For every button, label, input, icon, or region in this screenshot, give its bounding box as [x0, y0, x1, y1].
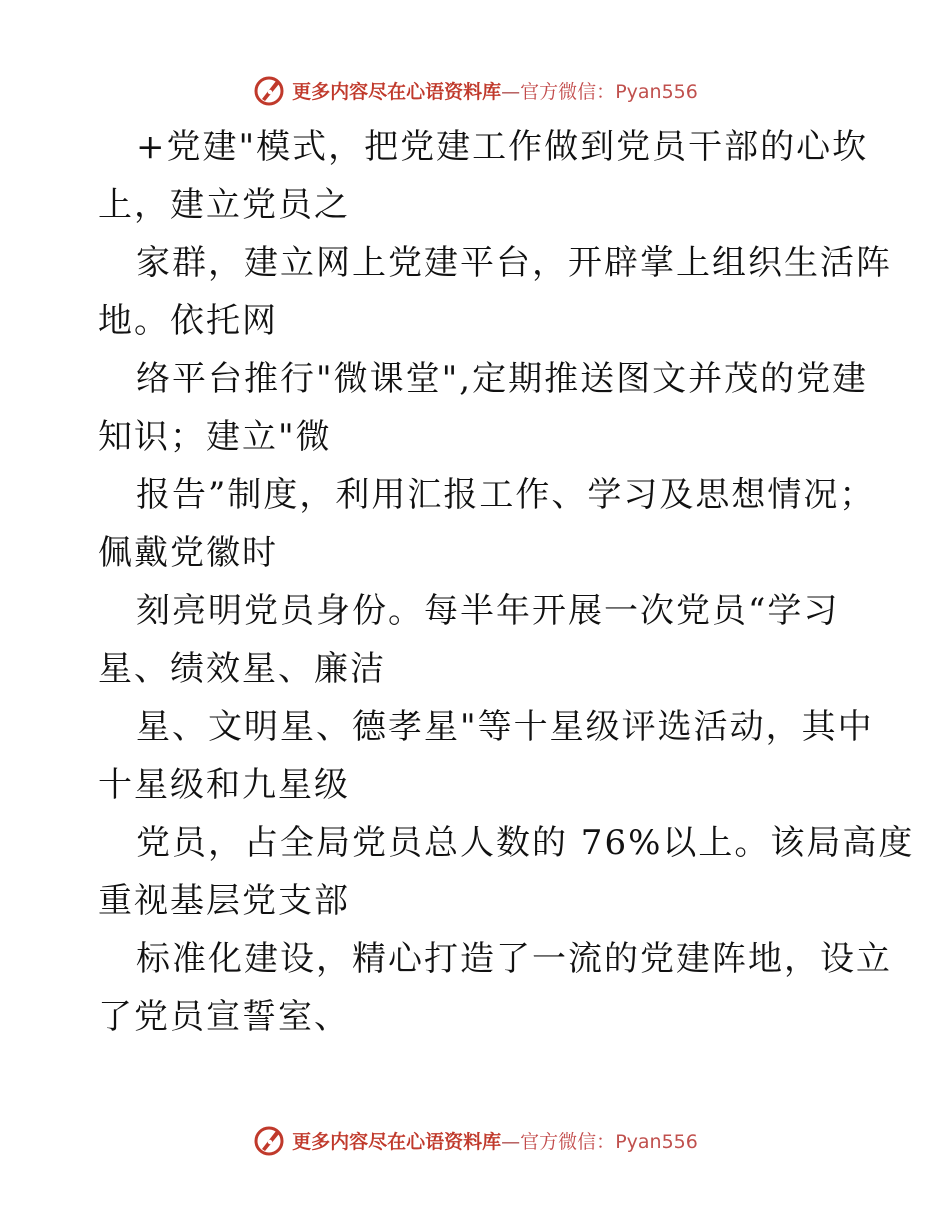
- body-line: 上，建立党员之: [98, 185, 350, 225]
- banner-brand: 更多内容尽在心语资料库: [292, 1130, 502, 1153]
- body-line: 络平台推行"微课堂",定期推送图文并茂的党建: [136, 359, 869, 399]
- body-line: 地。依托网: [98, 301, 278, 341]
- banner-wechat-handle: Pyan556: [615, 1130, 698, 1153]
- body-line: 十星级和九星级: [98, 765, 350, 805]
- document-body: [98, 118, 915, 1046]
- pen-nib-circle-icon: [252, 1123, 286, 1157]
- banner-text: [292, 77, 698, 104]
- body-line: 佩戴党徽时: [98, 533, 278, 573]
- body-line: 知识；建立"微: [98, 417, 332, 457]
- banner-separator: —: [501, 80, 521, 103]
- footer-banner: [0, 1120, 950, 1160]
- body-line: +党建"模式，把党建工作做到党员干部的心坎: [136, 127, 869, 167]
- body-line: 标准化建设，精心打造了一流的党建阵地，设立: [136, 939, 892, 979]
- banner-separator: —: [501, 1130, 521, 1153]
- banner-text: [292, 1127, 698, 1154]
- body-line: 星、文明星、德孝星"等十星级评选活动，其中: [136, 707, 874, 747]
- banner-brand: 更多内容尽在心语资料库: [292, 80, 502, 103]
- body-line: 刻亮明党员身份。每半年开展一次党员“学习: [136, 591, 840, 631]
- body-line: 家群，建立网上党建平台，开辟掌上组织生活阵: [136, 243, 892, 283]
- banner-wechat-handle: Pyan556: [615, 80, 698, 103]
- body-line: 报告”制度，利用汇报工作、学习及思想情况；: [136, 475, 876, 515]
- header-banner: [0, 70, 950, 110]
- body-line: 党员，占全局党员总人数的 76%以上。该局高度: [136, 823, 915, 863]
- pen-nib-circle-icon: [252, 73, 286, 107]
- banner-official-label: 官方微信：: [520, 1130, 616, 1153]
- body-line: 了党员宣誓室、: [98, 997, 350, 1037]
- body-line: 星、绩效星、廉洁: [98, 649, 386, 689]
- banner-official-label: 官方微信：: [520, 80, 616, 103]
- body-line: 重视基层党支部: [98, 881, 350, 921]
